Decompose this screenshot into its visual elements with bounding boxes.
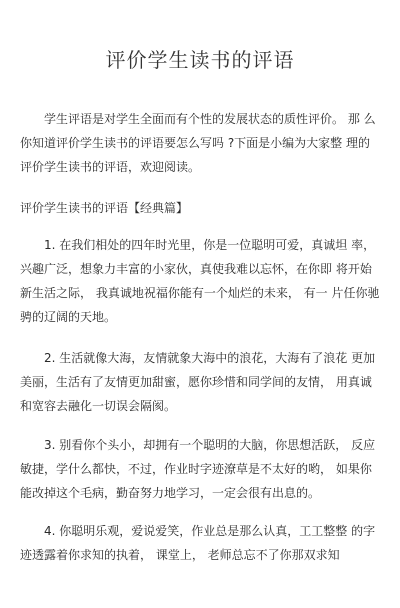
comment-item-2: 2. 生活就像大海，友情就象大海中的浪花，大海有了浪花 更加美丽，生活有了友情更加甜蜜，愿你珍惜和同学间的友情， 用真诚和宽容去融化一切误会隔阂。 <box>20 351 376 413</box>
comment-item-4: 4. 你聪明乐观，爱说爱笑，作业总是那么认真，工工整整 的字迹透露着你求知的执着， 课堂上， 老师总忘不了你那双求知 <box>20 524 376 562</box>
section-heading: 评价学生读书的评语【经典篇】 <box>20 201 189 215</box>
comment-item-3: 3. 别看你个头小，却拥有一个聪明的大脑，你思想活跃， 反应敏捷，学什么都快，不过，作业时字迹潦草是不太好的哟， 如果你能改掉这个毛病，勤奋努力地学习，一定会很有出息的。 <box>20 438 376 500</box>
intro-paragraph: 学生评语是对学生全面而有个性的发展状态的质性评价。 那 么你知道评价学生读书的评语要怎么写吗 ?下面是小编为大家整 理的评价学生读书的评语，欢迎阅读。 <box>20 112 376 174</box>
comment-item-1: 1. 在我们相处的四年时光里，你是一位聪明可爱，真诚坦 率，兴趣广泛，想象力丰富的小家伙，真使我难以忘怀，在你即 将开始新生活之际， 我真诚地祝福你能有一个灿烂的未来， 有一 片任你驰骋的辽阔的天地。 <box>20 238 380 324</box>
page-title: 评价学生读书的评语 <box>105 48 295 72</box>
